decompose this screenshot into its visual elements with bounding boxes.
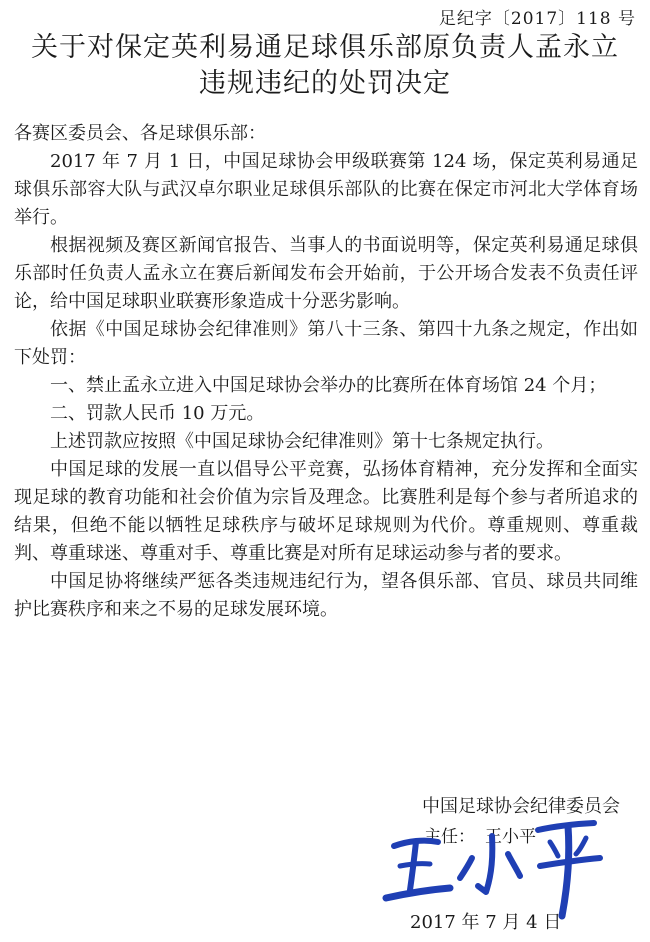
title-line-2: 违规违纪的处罚决定 (199, 68, 451, 99)
paragraph-findings: 根据视频及赛区新闻官报告、当事人的书面说明等，保定英利易通足球俱乐部时任负责人孟永立在赛后新闻发布会开始前，于公开场合发表不负责任评论，给中国足球职业联赛形象造成十分恶劣影响。 (14, 235, 638, 312)
paragraph-principles: 中国足球的发展一直以倡导公平竞赛，弘扬体育精神，充分发挥和全面实现足球的教育功能和社会价值为宗旨及理念。比赛胜利是每个参与者所追求的结果，但绝不能以牺牲足球秩序与破坏足球规则为代价。尊重规则、尊重裁判、尊重球迷、尊重对手、尊重比赛是对所有足球运动参与者的要求。 (14, 459, 638, 564)
paragraph-closing: 中国足协将继续严惩各类违规违纪行为，望各俱乐部、官员、球员共同维护比赛秩序和来之不易的足球发展环境。 (14, 571, 638, 620)
paragraph-legal-basis: 依据《中国足球协会纪律准则》第八十三条、第四十九条之规定，作出如下处罚： (14, 319, 638, 368)
penalty-item-1: 一、禁止孟永立进入中国足球协会举办的比赛所在体育场馆 24 个月； (50, 375, 607, 396)
salutation: 各赛区委员会、各足球俱乐部： (14, 123, 266, 144)
document-title (0, 30, 650, 102)
handwritten-signature (380, 808, 606, 920)
chair-label: 主任： (424, 827, 475, 847)
document-body (14, 120, 638, 624)
signing-date: 2017 年 7 月 4 日 (410, 912, 562, 933)
signing-organization: 中国足球协会纪律委员会 (422, 796, 620, 817)
chair-name: 王小平 (485, 827, 536, 847)
paragraph-match-info: 2017 年 7 月 1 日，中国足球协会甲级联赛第 124 场，保定英利易通足球俱乐部容大队与武汉卓尔职业足球俱乐部队的比赛在保定市河北大学体育场举行。 (14, 151, 638, 228)
title-line-1: 关于对保定英利易通足球俱乐部原负责人孟永立 (31, 32, 619, 63)
penalty-item-2: 二、罚款人民币 10 万元。 (50, 403, 265, 424)
document-number: 足纪字〔2017〕118 号 (438, 9, 636, 29)
paragraph-fine-execution: 上述罚款应按照《中国足球协会纪律准则》第十七条规定执行。 (50, 431, 554, 452)
